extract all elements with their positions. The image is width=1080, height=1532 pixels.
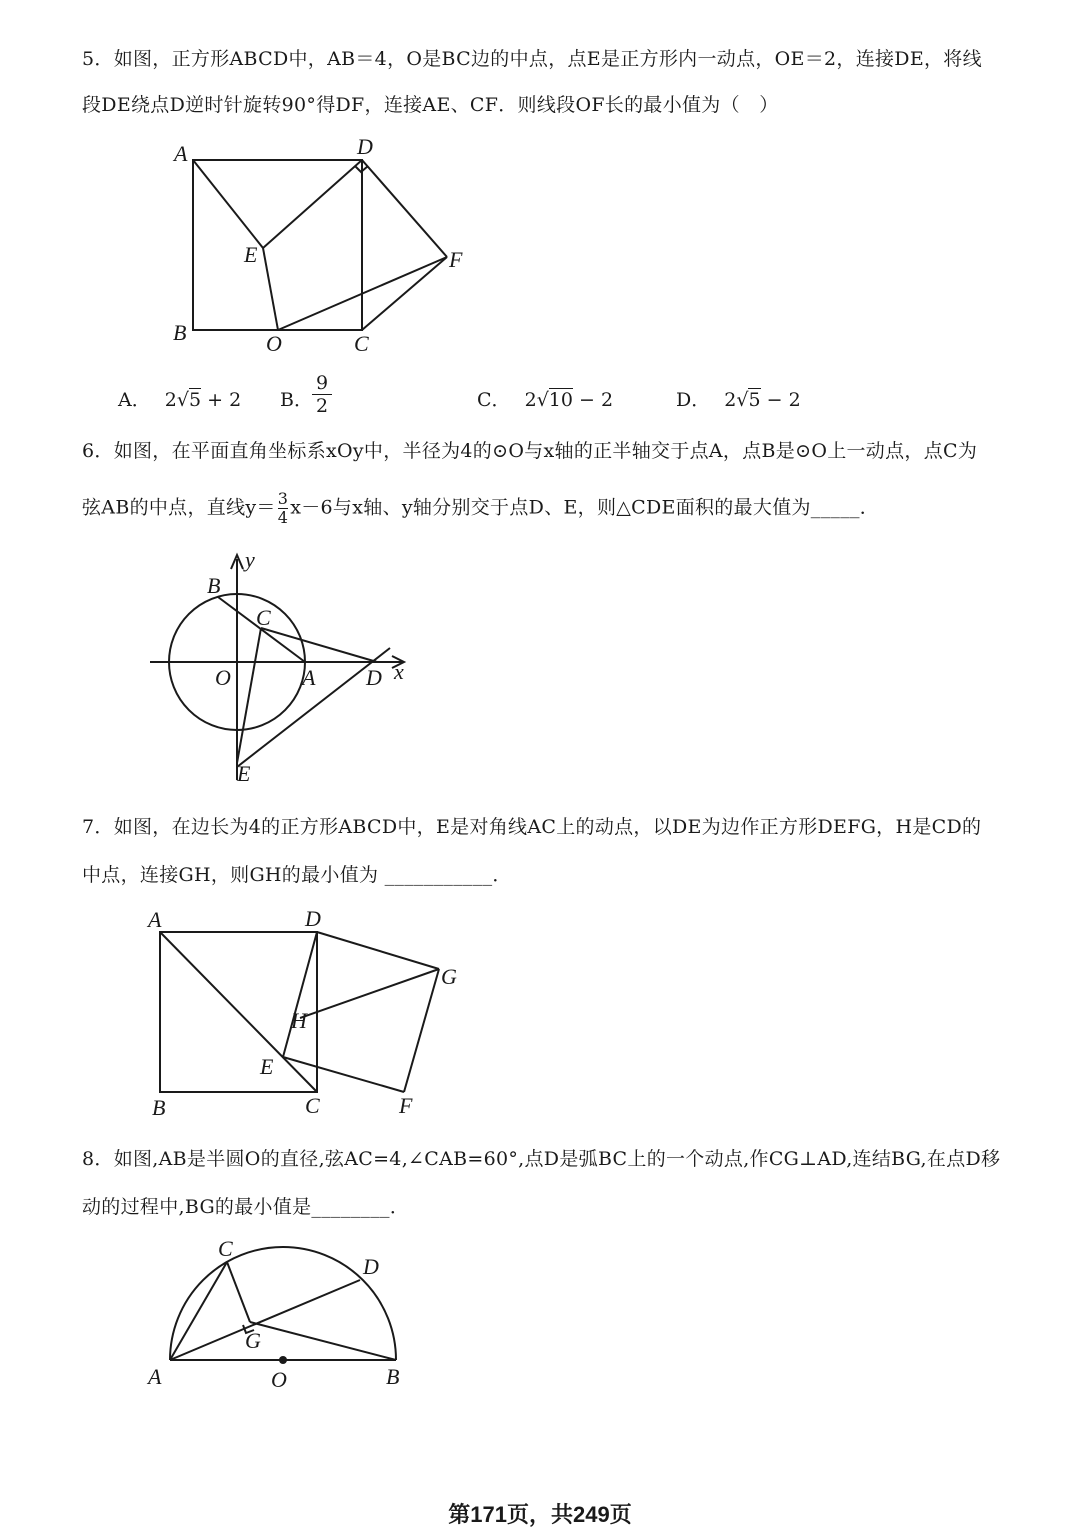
- q6-label-d: D: [366, 665, 382, 690]
- q8-label-b: B: [386, 1364, 400, 1389]
- q6-label-y: y: [245, 547, 255, 572]
- q5-option-a-letter: A．: [118, 389, 151, 411]
- page-footer: 第171页，共249页: [448, 1502, 632, 1527]
- q6-figure: [140, 545, 430, 790]
- q5-label-b: B: [173, 320, 187, 345]
- q7-text-line2: 中点，连接GH，则GH的最小值为 ___________．: [82, 864, 512, 886]
- q6-fraction-denominator: 4: [277, 508, 289, 527]
- q5-option-c-coef: 2: [524, 389, 537, 411]
- q5-option-b: [280, 385, 313, 412]
- q5-label-o: O: [266, 331, 282, 356]
- q6-label-o: O: [215, 665, 231, 690]
- q5-option-c: C． 2√10 − 2: [477, 389, 614, 411]
- q5-option-b-fraction: [312, 372, 332, 417]
- q7-text-line1: 7．如图，在边长为4的正方形ABCD中，E是对角线AC上的动点，以DE为边作正方形DEFG，H是CD的: [82, 816, 982, 838]
- q6-label-c: C: [256, 605, 271, 630]
- q5-option-a-coef: 2: [164, 389, 177, 411]
- q6-text-line1: 6．如图，在平面直角坐标系xOy中，半径为4的⊙O与x轴的正半轴交于点A，点B是⊙O上一动点，点C为: [82, 440, 978, 462]
- q8-label-g: G: [245, 1328, 261, 1353]
- q6-fraction: [278, 490, 288, 527]
- q8-center-point: [279, 1356, 287, 1364]
- q6-text-line2: [82, 490, 879, 527]
- q7-label-a: A: [148, 907, 162, 932]
- q5-option-d-tail: − 2: [766, 389, 801, 411]
- q5-option-b-letter: B．: [280, 389, 313, 411]
- q6-label-a: A: [302, 665, 316, 690]
- q7-label-e: E: [260, 1054, 274, 1079]
- q8-label-a: A: [148, 1364, 162, 1389]
- q7-label-d: D: [305, 906, 321, 931]
- q6-label-b: B: [207, 573, 221, 598]
- q7-label-g: G: [441, 964, 457, 989]
- q5-label-f: F: [449, 247, 463, 272]
- q6-text-line2-post: x－6与x轴、y轴分别交于点D、E，则△CDE面积的最大值为_____．: [290, 496, 880, 519]
- q8-label-o: O: [271, 1367, 287, 1392]
- q6-text-line2-pre: 弦AB的中点，直线y＝: [82, 496, 276, 519]
- q5-option-a-radicand: 5: [188, 389, 202, 411]
- q7-label-f: F: [399, 1093, 413, 1118]
- q5-option-b-numerator: 9: [315, 372, 329, 394]
- q7-label-b: B: [152, 1095, 166, 1120]
- q5-label-c: C: [354, 331, 369, 356]
- q5-label-d: D: [357, 134, 373, 159]
- q5-option-a: A． 2√5 + 2: [118, 389, 242, 411]
- q6-label-x: x: [394, 659, 404, 684]
- q5-option-d-radicand: 5: [748, 389, 761, 411]
- q5-option-b-denominator: 2: [312, 394, 332, 417]
- q5-option-a-tail: + 2: [207, 389, 242, 411]
- q5-option-d-letter: D．: [676, 389, 711, 411]
- q5-option-d-coef: 2: [724, 389, 737, 411]
- q6-fraction-numerator: 3: [277, 489, 289, 508]
- q5-option-c-letter: C．: [477, 389, 511, 411]
- q8-text-line1: 8．如图,AB是半圆O的直径,弦AC=4,∠CAB=60°,点D是弧BC上的一个动点,作CG⊥AD,连结BG,在点D移: [82, 1148, 1001, 1170]
- q5-figure: [160, 130, 490, 360]
- q8-label-c: C: [218, 1236, 233, 1261]
- q5-option-d: D． 2√5 − 2: [676, 389, 801, 411]
- q5-option-c-tail: − 2: [579, 389, 614, 411]
- q5-label-e: E: [244, 242, 258, 267]
- q7-label-h: H: [291, 1008, 307, 1033]
- q5-text-line2: 段DE绕点D逆时针旋转90°得DF，连接AE、CF．则线段OF长的最小值为（ ）: [82, 94, 779, 116]
- q8-label-d: D: [363, 1254, 379, 1279]
- q6-label-e: E: [237, 761, 251, 786]
- q5-label-a: A: [174, 141, 188, 166]
- q7-figure: [140, 900, 470, 1125]
- q5-text-line1: 5．如图，正方形ABCD中，AB＝4，O是BC边的中点，点E是正方形内一动点，OE＝2，连接DE，将线: [82, 48, 982, 70]
- q8-text-line2: 动的过程中,BG的最小值是________．: [82, 1196, 410, 1218]
- q7-label-c: C: [305, 1093, 320, 1118]
- q5-option-c-radicand: 10: [548, 389, 573, 411]
- q8-figure: [140, 1232, 430, 1397]
